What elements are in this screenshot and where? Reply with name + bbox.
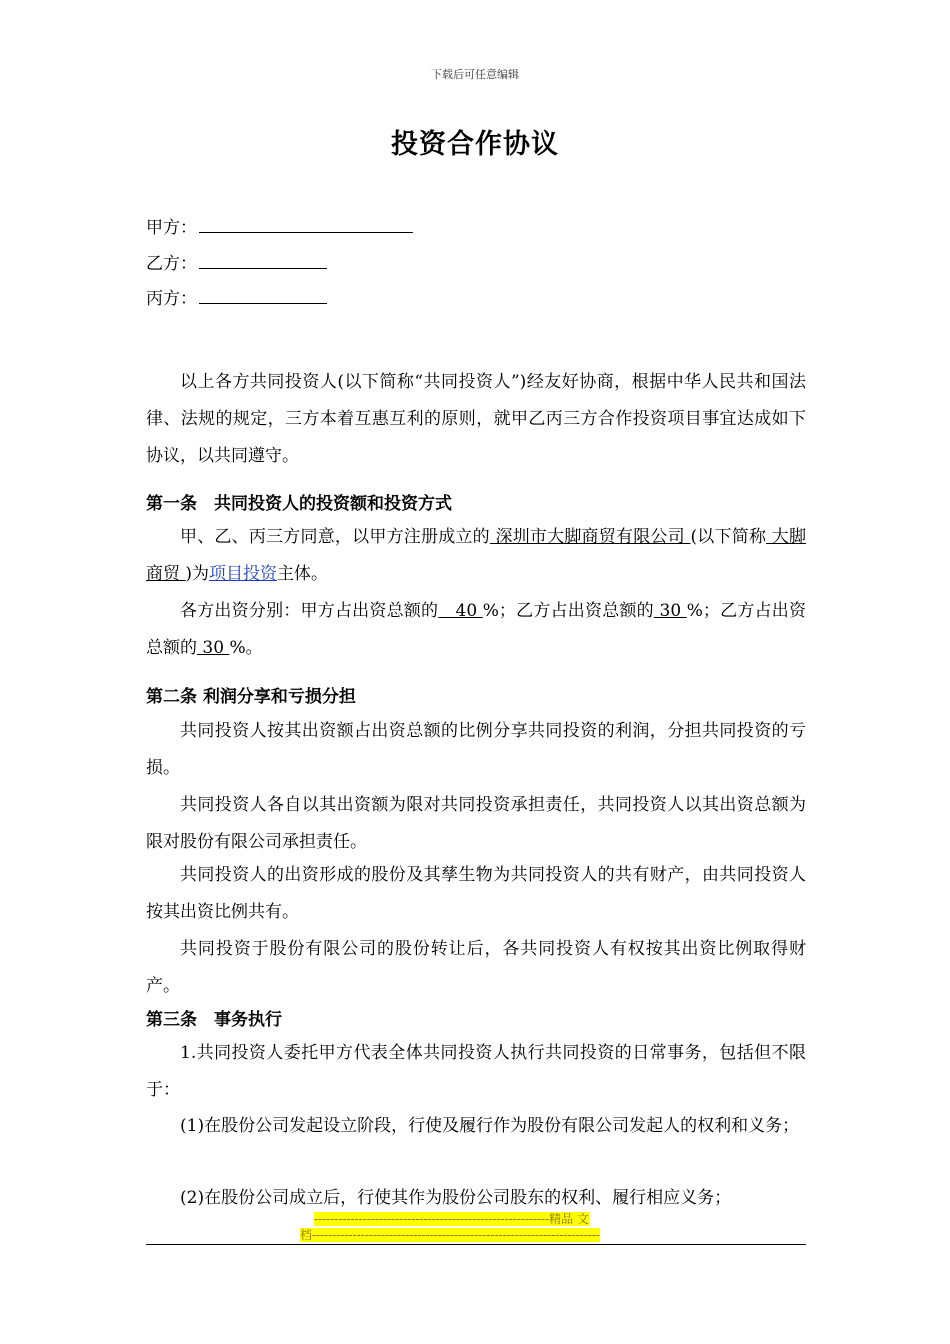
share-yi: 30 [653,601,687,621]
art1-p2-d: %。 [229,638,263,658]
project-investment-link[interactable]: 项目投资 [209,564,278,584]
party-jia-blank [199,216,413,233]
party-bing-label: 丙方： [146,289,197,309]
header-note: 下载后可任意编辑 [431,68,519,81]
footer-divider [146,1244,806,1245]
share-bing: 30 [197,638,230,658]
article-2-paragraph-3: 共同投资人的出资形成的股份及其孳生物为共同投资人的共有财产，由共同投资人按其出资比例共有。 [146,865,806,922]
article-1-paragraph-2 [146,593,806,667]
party-jia-label: 甲方： [146,218,197,238]
party-bing [146,287,327,311]
party-yi-label: 乙方： [146,254,197,274]
article-3-heading: 第三条 事务执行 [146,1010,282,1030]
company-short-name: 大脚商贸 [146,527,807,584]
art1-text-c: )为 [185,564,210,584]
party-yi [146,252,327,276]
art1-p2-b: %；乙方占出资总额的 [482,601,654,621]
article-2-paragraph-2: 共同投资人各自以其出资额为限对共同投资承担责任，共同投资人以其出资总额为限对股份有限公司承担责任。 [146,795,806,852]
share-jia: 40 [438,601,483,621]
party-yi-blank [199,252,327,269]
article-2-heading: 第二条 利润分享和亏损分担 [146,687,356,707]
art1-p2-a: 各方出资分别：甲方占出资总额的 [180,601,439,621]
art1-text-d: 主体。 [277,564,329,584]
article-3-paragraph-2: (1)在股份公司发起设立阶段，行使及履行作为股份有限公司发起人的权利和义务； [180,1116,800,1136]
article-1-heading: 第一条 共同投资人的投资额和投资方式 [146,494,452,514]
footer-watermark-line-1: ----------------------------------------------------------精品 文 [314,1212,589,1226]
article-3-paragraph-3: (2)在股份公司成立后，行使其作为股份公司股东的权利、履行相应义务； [180,1188,732,1208]
art1-p2-c: %；乙方占出资总额的 [146,601,807,658]
art1-text-a: 甲、乙、丙三方同意，以甲方注册成立的 [180,527,490,547]
footer-watermark-line-2: 档----------------------------------------------------------------------- [300,1228,600,1242]
company-name: 深圳市大脚商贸有限公司 [489,527,691,547]
art1-text-b: (以下简称 [690,527,767,547]
article-2-paragraph-4: 共同投资于股份有限公司的股份转让后，各共同投资人有权按其出资比例取得财产。 [146,939,806,996]
article-3-paragraph-1: 1.共同投资人委托甲方代表全体共同投资人执行共同投资的日常事务，包括但不限于： [146,1043,806,1100]
party-jia [146,216,413,240]
article-2-paragraph-1: 共同投资人按其出资额占出资总额的比例分享共同投资的利润，分担共同投资的亏损。 [146,721,806,778]
intro-paragraph: 以上各方共同投资人(以下简称“共同投资人”)经友好协商，根据中华人民共和国法律、法规的规定，三方本着互惠互利的原则，就甲乙丙三方合作投资项目事宜达成如下协议，以共同遵守。 [146,372,806,466]
article-1-paragraph-1 [146,519,806,593]
document-title: 投资合作协议 [391,129,559,160]
party-bing-blank [199,287,327,304]
